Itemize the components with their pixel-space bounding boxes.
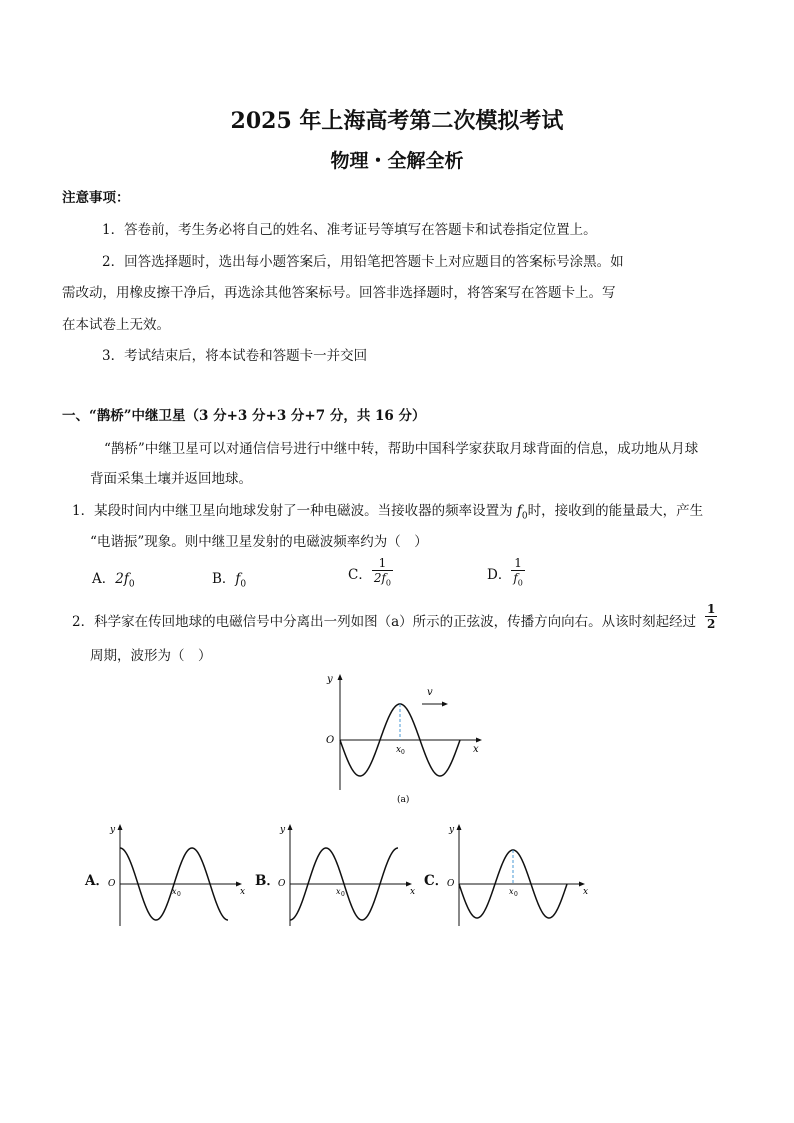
page-title: 2025 年上海高考第二次模拟考试 [230, 108, 564, 134]
q1-option-c-denominator: 2f [373, 571, 386, 585]
q1-option-b[interactable] [212, 567, 246, 590]
question-2-fraction [705, 602, 717, 631]
q1-option-d-numerator: 1 [511, 556, 525, 571]
q2-option-c-x-label: x [583, 887, 589, 897]
q1-option-c[interactable] [348, 556, 393, 590]
q2-option-a-label[interactable]: A． [85, 873, 109, 889]
q2-option-b-origin: O [278, 879, 286, 889]
figure-a-caption: (a) [397, 795, 410, 805]
q2-option-c-label[interactable]: C． [424, 873, 449, 889]
q1-option-c-den-sub: 0 [385, 578, 392, 588]
question-1-var: f [516, 503, 522, 519]
q2-option-b-graph[interactable] [274, 820, 420, 930]
q1-option-d-denominator: f [513, 571, 518, 585]
q2-option-a-x-label: x [240, 887, 246, 897]
figure-a-y-label: y [327, 674, 333, 685]
page-subtitle: 物理・全解全析 [330, 150, 464, 172]
figure-a [320, 668, 490, 810]
question-2-fraction-numerator: 1 [707, 602, 716, 616]
notice-item-2-line-3: 在本试卷上无效。 [62, 317, 170, 333]
notice-item-1: 1．答卷前，考生务必将自己的姓名、准考证号等填写在答题卡和试卷指定位置上。 [102, 222, 597, 238]
section-1-heading: 一、“鹊桥”中继卫星（3 分+3 分+3 分+7 分，共 16 分） [62, 408, 426, 424]
question-1-text-b: 时，接收到的能量最大，产生 [527, 503, 704, 519]
q2-option-a-graph[interactable] [104, 820, 250, 930]
q2-option-a-x0-label: x [172, 887, 177, 896]
q2-option-a-y-label: y [110, 825, 116, 835]
question-1-line-2: “电谐振”现象。则中继卫星发射的电磁波频率约为（ ） [90, 534, 428, 550]
q1-option-d-fraction [511, 556, 525, 590]
q2-option-a-x0-sub: 0 [177, 891, 181, 898]
q1-option-b-value: f [235, 571, 241, 587]
q1-option-a-label: A． [92, 571, 116, 587]
q2-option-c-x0-label: x [509, 887, 514, 896]
question-1-line-1 [72, 499, 703, 522]
q1-option-d-label: D． [487, 567, 512, 584]
figure-a-origin: O [326, 735, 335, 746]
q1-option-d[interactable] [487, 556, 525, 590]
q2-option-c-y-label: y [449, 825, 455, 835]
q2-option-b-label[interactable]: B． [255, 873, 280, 889]
q2-option-b-x-label: x [410, 887, 416, 897]
question-2-line-2: 周期，波形为（ ） [90, 648, 212, 664]
q1-option-c-fraction [372, 556, 393, 590]
q1-option-c-numerator: 1 [372, 556, 393, 571]
notice-item-3: 3．考试结束后，将本试卷和答题卡一并交回 [102, 348, 368, 364]
section-1-intro-line-1: “鹊桥”中继卫星可以对通信信号进行中继中转，帮助中国科学家获取月球背面的信息，成功地从月球 [104, 441, 699, 457]
q2-option-c-x0-sub: 0 [514, 891, 518, 898]
q1-option-a-sub: 0 [128, 579, 135, 590]
q2-option-c-origin: O [447, 879, 455, 889]
notice-item-2-line-2: 需改动，用橡皮擦干净后，再选涂其他答案标号。回答非选择题时，将答案写在答题卡上。写 [62, 285, 616, 301]
q2-option-b-x0-sub: 0 [341, 891, 345, 898]
question-2-line-1: 2．科学家在传回地球的电磁信号中分离出一列如图（a）所示的正弦波，传播方向向右。从该时刻起经过 [72, 614, 697, 630]
q1-option-b-label: B． [212, 571, 236, 587]
q1-option-a[interactable] [92, 567, 135, 590]
section-1-intro-line-2: 背面采集土壤并返回地球。 [90, 471, 252, 487]
notice-heading: 注意事项： [62, 190, 130, 206]
figure-a-x0-label: x [396, 745, 402, 755]
q2-option-b-y-label: y [280, 825, 286, 835]
velocity-label: v [427, 687, 433, 698]
notice-item-2-line-1: 2．回答选择题时，选出每小题答案后，用铅笔把答题卡上对应题目的答案标号涂黑。如 [102, 254, 624, 270]
q1-option-a-value: 2f [115, 571, 129, 587]
q2-option-c-graph[interactable] [443, 820, 593, 930]
figure-a-x-label: x [473, 744, 479, 755]
q1-option-c-label: C． [348, 567, 372, 584]
q2-option-b-x0-label: x [336, 887, 341, 896]
question-2-fraction-denominator: 2 [707, 617, 716, 631]
question-1-text-a: 1．某段时间内中继卫星向地球发射了一种电磁波。当接收器的频率设置为 [72, 503, 517, 519]
q2-option-a-origin: O [108, 879, 116, 889]
q1-option-b-sub: 0 [240, 579, 247, 590]
question-1-var-sub: 0 [521, 511, 528, 522]
q1-option-d-den-sub: 0 [517, 578, 523, 588]
figure-a-x0-sub: 0 [401, 749, 405, 756]
